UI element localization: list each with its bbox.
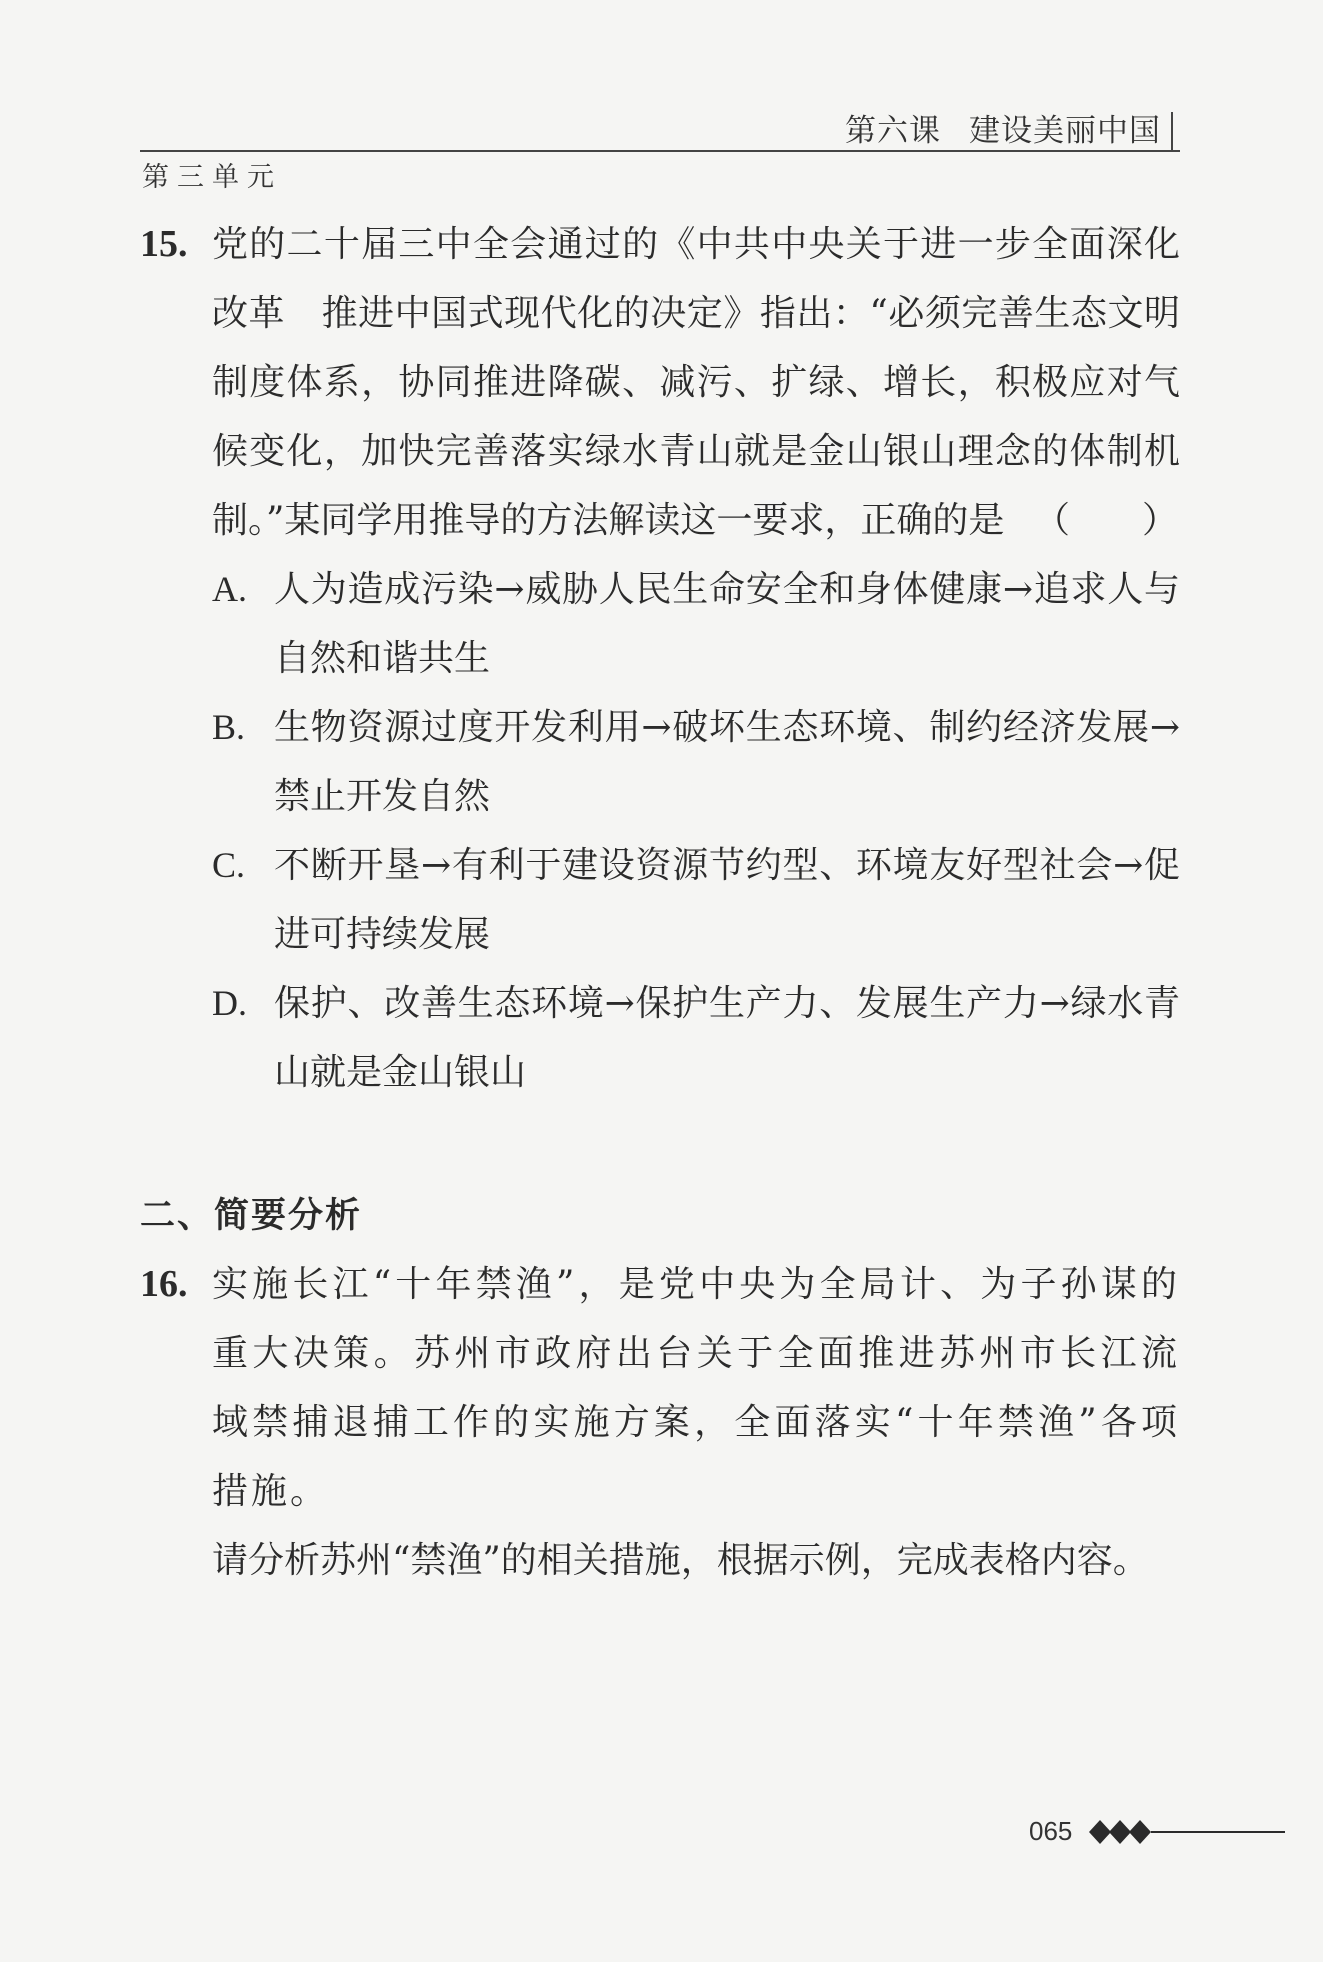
option-c[interactable] (212, 831, 1180, 969)
option-letter: A. (212, 569, 247, 609)
option-text: 生物资源过度开发利用→破坏生态环境、制约经济发展→禁止开发自然 (274, 707, 1180, 817)
question-16 (140, 1250, 1180, 1595)
question-stem: 实施长江“十年禁渔”，是党中央为全局计、为子孙谋的重大决策。苏州市政府出台关于全面推进苏州市长江流域禁捕退捕工作的实施方案，全面落实“十年禁渔”各项措施。 (212, 1264, 1180, 1512)
question-stem-text: 党的二十届三中全会通过的《中共中央关于进一步全面深化改革 推进中国式现代化的决定》指出：“必须完善生态文明制度体系，协同推进降碳、减污、扩绿、增长，积极应对气候变化，加快完善落实绿水青山就是金山银山理念的体制机制。”某同学用推导的方法解读这一要求，正确的是 (212, 224, 1180, 541)
section-title: 二、简要分析 (140, 1196, 363, 1236)
question-prompt: 请分析苏州“禁渔”的相关措施，根据示例，完成表格内容。 (212, 1540, 1149, 1581)
option-text: 人为造成污染→威胁人民生命安全和身体健康→追求人与自然和谐共生 (274, 569, 1180, 679)
option-a[interactable] (212, 555, 1180, 693)
unit-label: 第三单元 (142, 162, 282, 193)
lesson-title: 建设美丽中国 (969, 113, 1161, 149)
page-footer (1029, 1812, 1289, 1852)
running-header (845, 112, 1173, 150)
option-text: 保护、改善生态环境→保护生产力、发展生产力→绿水青山就是金山银山 (274, 983, 1180, 1093)
question-number: 16. (140, 1263, 188, 1305)
lesson-number: 第六课 (845, 113, 941, 149)
page-number: 065 (1029, 1816, 1073, 1846)
option-letter: D. (212, 983, 247, 1023)
answer-blank: （ ） (1033, 500, 1178, 541)
option-d[interactable] (212, 969, 1180, 1107)
option-letter: C. (212, 845, 246, 885)
question-stem (212, 210, 1180, 555)
option-text: 不断开垦→有利于建设资源节约型、环境友好型社会→促进可持续发展 (274, 845, 1180, 955)
option-letter: B. (212, 707, 246, 747)
diamond-ornament-icon (1089, 1816, 1287, 1848)
question-15 (140, 210, 1180, 1107)
option-b[interactable] (212, 693, 1180, 831)
header-rule (140, 150, 1180, 152)
question-number: 15. (140, 223, 188, 265)
